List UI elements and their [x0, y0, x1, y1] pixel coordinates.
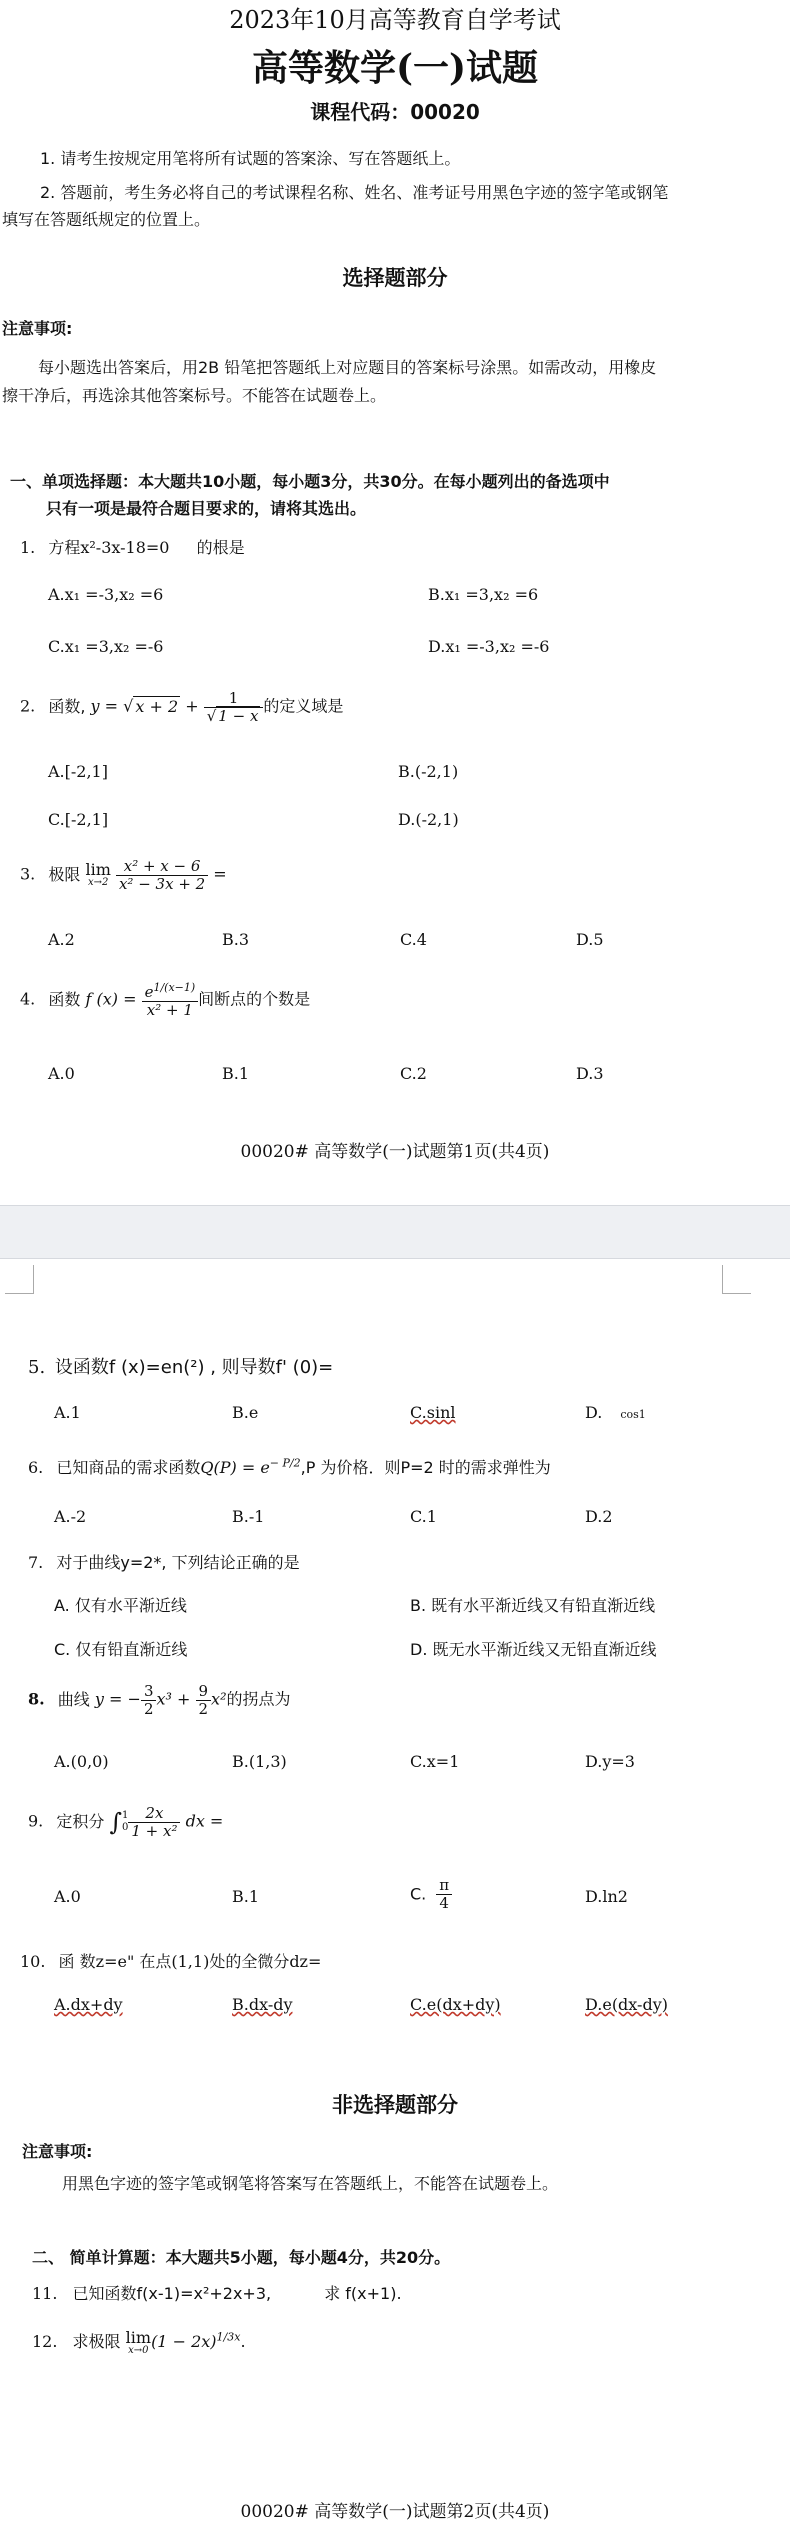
- question-number: 8.: [28, 1689, 45, 1709]
- q2-option-c: C.[-2,1]: [48, 810, 109, 829]
- question-text: 函数: [48, 989, 81, 1009]
- question-number: 5.: [28, 1357, 46, 1378]
- question-11: [32, 2281, 402, 2304]
- q1-option-d: D.x₁ =-3,x₂ =-6: [428, 637, 550, 656]
- q2-option-d: D.(-2,1): [398, 810, 459, 829]
- q4-option-b: B.1: [222, 1064, 250, 1083]
- choice-part-title: 选择题部分: [342, 266, 448, 290]
- q5-option-c: C.sinl: [410, 1403, 456, 1422]
- page-1: [0, 0, 790, 1205]
- question-12: 12. 求极限 lim x→0 $(1 - 2x)^{1/3x}$.: [32, 2327, 246, 2356]
- question-text: 已知函数f(x-1)=x²+2x+3,: [72, 2284, 272, 2303]
- q7-option-a: A. 仅有水平渐近线: [54, 1596, 187, 1615]
- question-9: 9. 定积分 ∫ 1 0 $\frac{2x}{\text{1 + x²}}$ dx =: [28, 1804, 224, 1840]
- q6-option-c: C.1: [410, 1507, 437, 1526]
- q5-option-b: B.e: [232, 1403, 259, 1422]
- question-text: 定积分: [56, 1811, 105, 1831]
- question-text: 函 数z=e" 在点(1,1)处的全微分dz=: [58, 1952, 322, 1971]
- page-separator: [0, 1205, 790, 1259]
- q9-option-c: C. $\frac{\pi}{4}$: [410, 1877, 452, 1911]
- crop-mark-right: [722, 1265, 751, 1294]
- question-6: 6. 已知商品的需求函数$Q(P) = e^{- P/2},P$ 为价格．则P=2 时的需求弹性为: [28, 1456, 551, 1477]
- q1-option-b: B.x₁ =3,x₂ =6: [428, 585, 539, 604]
- q3-option-a: A.2: [48, 930, 75, 949]
- q10-option-d: D.e(dx-dy): [585, 1995, 668, 2014]
- question-3: 3. 极限 lim x→2 $\frac{\text{x² + x − 6}}{\text{x² − 3x + 2}}$ =: [20, 857, 227, 893]
- exam-heading: 2023年10月高等教育自学考试: [229, 6, 561, 34]
- question-number: 6.: [28, 1458, 44, 1477]
- question-text: 已知商品的需求函数: [56, 1458, 201, 1477]
- section-1-heading: 一、单项选择题：本大题共10小题，每小题3分，共30分。在每小题列出的备选项中: [10, 472, 610, 491]
- fraction: $\frac{1}{√ 1 - x}$: [204, 690, 264, 724]
- q8-option-c: C.x=1: [410, 1752, 460, 1771]
- crop-mark-left: [5, 1265, 34, 1294]
- q10-option-b: B.dx-dy: [232, 1995, 293, 2014]
- question-text: 对于曲线y=2*, 下列结论正确的是: [56, 1553, 300, 1572]
- nonchoice-part-title: 非选择题部分: [332, 2093, 458, 2117]
- question-number: 7.: [28, 1553, 44, 1572]
- fraction: $\frac{e^{1/(x-1)}}{\text{x² + 1}}$: [142, 982, 199, 1018]
- section-2-heading: 二、 简单计算题：本大题共5小题，每小题4分，共20分。: [32, 2248, 451, 2267]
- question-text: 曲线: [57, 1689, 90, 1709]
- q7-option-c: C. 仅有铅直渐近线: [54, 1640, 188, 1659]
- instruction-2-line2: 填写在答题纸规定的位置上。: [2, 210, 211, 229]
- q8-option-d: D.y=3: [585, 1752, 635, 1771]
- question-text: 极限: [48, 864, 81, 884]
- instruction-1: 1. 请考生按规定用笔将所有试题的答案涂、写在答题纸上。: [40, 149, 461, 168]
- page-2: [0, 1259, 790, 2531]
- question-text: 方程x²-3x-18=0: [48, 538, 170, 557]
- question-text: 求极限: [72, 2332, 121, 2351]
- question-5: [28, 1353, 333, 1379]
- instruction-2-line1: 2. 答题前，考生务必将自己的考试课程名称、姓名、准考证号用黑色字迹的签字笔或钢笔: [40, 183, 669, 202]
- q5-option-a: A.1: [54, 1403, 81, 1422]
- q6-option-a: A.-2: [54, 1507, 87, 1526]
- page-title: 高等数学(一)试题: [251, 47, 539, 89]
- question-ask: 求 f(x+1).: [324, 2284, 402, 2303]
- q8-option-b: B.(1,3): [232, 1752, 287, 1771]
- q7-option-b: B. 既有水平渐近线又有铅直渐近线: [410, 1596, 656, 1615]
- question-number: 12.: [32, 2332, 58, 2351]
- q6-option-b: B.-1: [232, 1507, 265, 1526]
- q4-option-d: D.3: [576, 1064, 604, 1083]
- notice-label: 注意事项:: [2, 319, 73, 338]
- q9-option-d: D.ln2: [585, 1887, 628, 1906]
- q4-option-a: A.0: [48, 1064, 75, 1083]
- q5-option-d: D. cos1: [585, 1403, 646, 1422]
- question-number: 2.: [20, 696, 36, 716]
- question-number: 9.: [28, 1811, 44, 1831]
- q2-option-b: B.(-2,1): [398, 762, 459, 781]
- question-2: 2. 函数, y = √ x + 2 + $\frac{1}{√ 1 - x}$ 的定义域是: [20, 689, 344, 725]
- fraction: $\frac{2x}{\text{1 + x²}}$: [128, 1805, 180, 1839]
- q1-option-c: C.x₁ =3,x₂ =-6: [48, 637, 164, 656]
- q7-option-d: D. 既无水平渐近线又无铅直渐近线: [410, 1640, 657, 1659]
- question-number: 4.: [20, 989, 36, 1009]
- q3-option-c: C.4: [400, 930, 427, 949]
- question-8: 8. 曲线 y = − $\frac{3}{2}$ x³ + $\frac{9}{2}$ x²的拐点为: [28, 1682, 291, 1718]
- question-number: 10.: [20, 1952, 46, 1971]
- question-text-tail: 的根是: [196, 538, 245, 557]
- question-text: 设函数f (x)=en(²) , 则导数f' (0)=: [54, 1357, 334, 1378]
- question-4: 4. 函数 f (x) = $\frac{e^{1/(x-1)}}{\text{x² + 1}}$ 间断点的个数是: [20, 981, 311, 1019]
- notice-line-1: 用黑色字迹的签字笔或钢笔将答案写在答题纸上，不能答在试题卷上。: [62, 2174, 559, 2193]
- q9-option-a: A.0: [54, 1887, 81, 1906]
- q1-option-a: A.x₁ =-3,x₂ =6: [48, 585, 164, 604]
- notice-label: 注意事项:: [22, 2142, 93, 2161]
- fraction: $\frac{3}{2}$: [141, 1683, 157, 1717]
- notice-line-1: 每小题选出答案后，用2B 铅笔把答题纸上对应题目的答案标号涂黑。如需改动，用橡皮: [38, 358, 657, 377]
- notice-line-2: 擦干净后，再选涂其他答案标号。不能答在试题卷上。: [2, 386, 387, 405]
- page-footer: 00020# 高等数学(一)试题第2页(共4页): [240, 2502, 550, 2522]
- fraction: $\frac{9}{2}$: [196, 1683, 212, 1717]
- section-1-heading-line2: 只有一项是最符合题目要求的，请将其选出。: [46, 499, 367, 518]
- q4-option-c: C.2: [400, 1064, 427, 1083]
- q8-option-a: A.(0,0): [54, 1752, 109, 1771]
- question-7: [28, 1550, 300, 1573]
- q6-option-d: D.2: [585, 1507, 613, 1526]
- q3-option-d: D.5: [576, 930, 604, 949]
- q10-option-a: A.dx+dy: [54, 1995, 123, 2014]
- question-number: 1.: [20, 538, 36, 557]
- question-text: 函数,: [48, 696, 86, 716]
- fraction: $\frac{\text{x² + x − 6}}{\text{x² − 3x + 2}}$: [116, 858, 208, 892]
- question-number: 11.: [32, 2284, 58, 2303]
- question-number: 3.: [20, 864, 36, 884]
- q9-option-b: B.1: [232, 1887, 260, 1906]
- question-10: [20, 1949, 321, 1972]
- q2-option-a: A.[-2,1]: [48, 762, 108, 781]
- question-1: [20, 535, 245, 558]
- course-code: 课程代码：00020: [310, 100, 480, 124]
- q3-option-b: B.3: [222, 930, 250, 949]
- page-footer: 00020# 高等数学(一)试题第1页(共4页): [240, 1142, 550, 1162]
- q10-option-c: C.e(dx+dy): [410, 1995, 501, 2014]
